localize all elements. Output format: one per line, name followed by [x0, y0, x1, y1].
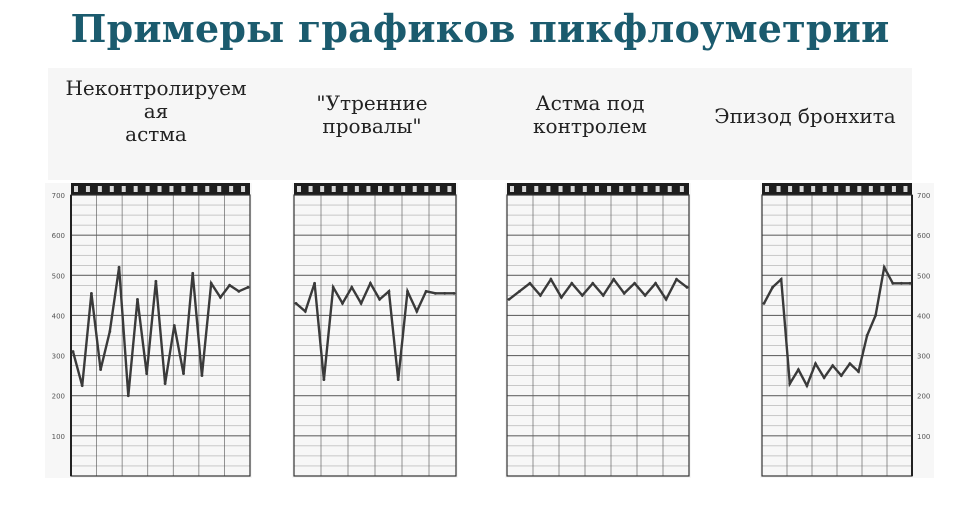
pef-point [378, 298, 381, 301]
chart-svg [292, 183, 458, 478]
header-block [169, 186, 173, 192]
header-block [146, 186, 150, 192]
pef-point [237, 290, 240, 293]
chart-controlled-asthma [505, 183, 691, 478]
header-block [800, 186, 804, 192]
y-tick-label: 200 [51, 392, 65, 401]
pef-point [788, 382, 791, 385]
header-block [656, 186, 660, 192]
pef-point [763, 302, 766, 305]
header-block [559, 186, 563, 192]
header-block [158, 186, 162, 192]
pef-point [341, 302, 344, 305]
caption-morning-dips: "Утренние провалы" [316, 91, 428, 138]
pef-point [397, 378, 400, 381]
header-block [846, 186, 850, 192]
y-tick-label: 400 [51, 312, 65, 321]
pef-point [591, 282, 594, 285]
y-tick-label: 300 [917, 352, 931, 361]
header-block [869, 186, 873, 192]
chart-svg [45, 183, 252, 478]
pef-point [173, 324, 176, 327]
header-block [534, 186, 538, 192]
pef-point [136, 298, 139, 301]
header-block [595, 186, 599, 192]
header-block [229, 186, 233, 192]
pef-point [581, 294, 584, 297]
pef-point [874, 314, 877, 317]
pef-point [210, 282, 213, 285]
pef-point [654, 282, 657, 285]
pef-point [304, 310, 307, 313]
header-block [98, 186, 102, 192]
pef-point [182, 372, 185, 375]
pef-point [154, 280, 157, 283]
pef-point [90, 292, 93, 295]
pef-point [549, 278, 552, 281]
chart-svg [505, 183, 691, 478]
pef-point [602, 294, 605, 297]
y-tick-label: 600 [51, 232, 65, 241]
header-block [643, 186, 647, 192]
pef-point [164, 382, 167, 385]
caption-controlled-asthma: Астма под контролем [533, 91, 647, 138]
header-block [424, 186, 428, 192]
header-block [447, 186, 451, 192]
chart-uncontrolled-asthma [45, 183, 252, 478]
header-block [880, 186, 884, 192]
pef-point [108, 330, 111, 333]
pef-point [81, 384, 84, 387]
header-block [390, 186, 394, 192]
pef-point [570, 282, 573, 285]
pef-point [539, 294, 542, 297]
pef-point [831, 364, 834, 367]
header-block [436, 186, 440, 192]
pef-point [425, 290, 428, 293]
pef-point [406, 290, 409, 293]
header-block [680, 186, 684, 192]
header-block [401, 186, 405, 192]
header-block [205, 186, 209, 192]
pef-point [369, 282, 372, 285]
pef-point [686, 286, 689, 289]
pef-point [883, 266, 886, 269]
pef-point [99, 368, 102, 371]
pef-point [443, 292, 446, 295]
pef-point [313, 282, 316, 285]
pef-point [191, 272, 194, 275]
header-block [823, 186, 827, 192]
header-block [122, 186, 126, 192]
pef-point [780, 278, 783, 281]
pef-point [840, 374, 843, 377]
chart-svg [760, 183, 934, 478]
y-tick-label: 600 [917, 232, 931, 241]
chart-header-strip [294, 183, 456, 195]
caption-bronchitis-episode: Эпизод бронхита [714, 104, 896, 128]
pef-point [350, 286, 353, 289]
header-block [777, 186, 781, 192]
header-block [193, 186, 197, 192]
y-tick-label: 700 [917, 192, 931, 200]
header-block [355, 186, 359, 192]
header-block [857, 186, 861, 192]
y-tick-label: 300 [51, 352, 65, 361]
pef-point [453, 292, 456, 295]
header-block [546, 186, 550, 192]
header-block [74, 186, 78, 192]
header-block [811, 186, 815, 192]
pef-point [127, 394, 130, 397]
pef-point [644, 294, 647, 297]
pef-point [848, 362, 851, 365]
pef-point [201, 374, 204, 377]
pef-point [228, 284, 231, 287]
header-block [366, 186, 370, 192]
y-tick-label: 700 [51, 192, 65, 200]
pef-point [560, 296, 563, 299]
pef-point [434, 292, 437, 295]
header-block [510, 186, 514, 192]
header-block [892, 186, 896, 192]
caption-uncontrolled-asthma: Неконтролируем ая астма [65, 76, 247, 146]
pef-point [891, 282, 894, 285]
pef-point [145, 372, 148, 375]
y-tick-label: 100 [51, 432, 65, 441]
y-tick-label: 400 [917, 312, 931, 321]
pef-point [633, 282, 636, 285]
pef-point [823, 376, 826, 379]
header-block [110, 186, 114, 192]
pef-point [295, 302, 298, 305]
header-block [631, 186, 635, 192]
chart-background [45, 183, 252, 478]
header-block [607, 186, 611, 192]
header-block [903, 186, 907, 192]
pef-point [72, 350, 75, 353]
y-tick-label: 200 [917, 392, 931, 401]
pef-point [415, 310, 418, 313]
header-block [522, 186, 526, 192]
header-block [765, 186, 769, 192]
chart-bronchitis-episode [760, 183, 934, 478]
pef-point [118, 266, 121, 269]
header-block [413, 186, 417, 192]
pef-point [665, 298, 668, 301]
y-tick-label: 100 [917, 432, 931, 441]
pef-point [806, 384, 809, 387]
header-block [320, 186, 324, 192]
pef-point [675, 278, 678, 281]
header-block [181, 186, 185, 192]
header-block [834, 186, 838, 192]
header-block [86, 186, 90, 192]
pef-point [388, 290, 391, 293]
pef-point [332, 286, 335, 289]
header-block [343, 186, 347, 192]
pef-point [247, 286, 250, 289]
pef-point [360, 302, 363, 305]
pef-point [529, 282, 532, 285]
header-block [571, 186, 575, 192]
pef-point [322, 378, 325, 381]
header-block [583, 186, 587, 192]
pef-point [814, 362, 817, 365]
header-block [332, 186, 336, 192]
y-tick-label: 500 [51, 272, 65, 281]
pef-point [623, 292, 626, 295]
header-block [788, 186, 792, 192]
header-block [134, 186, 138, 192]
header-block [217, 186, 221, 192]
pef-point [518, 290, 521, 293]
y-tick-label: 500 [917, 272, 931, 281]
pef-point [219, 296, 222, 299]
header-block [619, 186, 623, 192]
header-block [378, 186, 382, 192]
chart-morning-dips [292, 183, 458, 478]
pef-point [909, 282, 912, 285]
pef-point [900, 282, 903, 285]
header-block [297, 186, 301, 192]
slide-title: Примеры графиков пикфлоуметрии [70, 6, 890, 51]
pef-point [866, 334, 869, 337]
pef-point [508, 298, 511, 301]
header-block [309, 186, 313, 192]
pef-point [771, 286, 774, 289]
header-block [241, 186, 245, 192]
pef-point [612, 278, 615, 281]
pef-point [797, 368, 800, 371]
header-block [668, 186, 672, 192]
pef-point [857, 370, 860, 373]
